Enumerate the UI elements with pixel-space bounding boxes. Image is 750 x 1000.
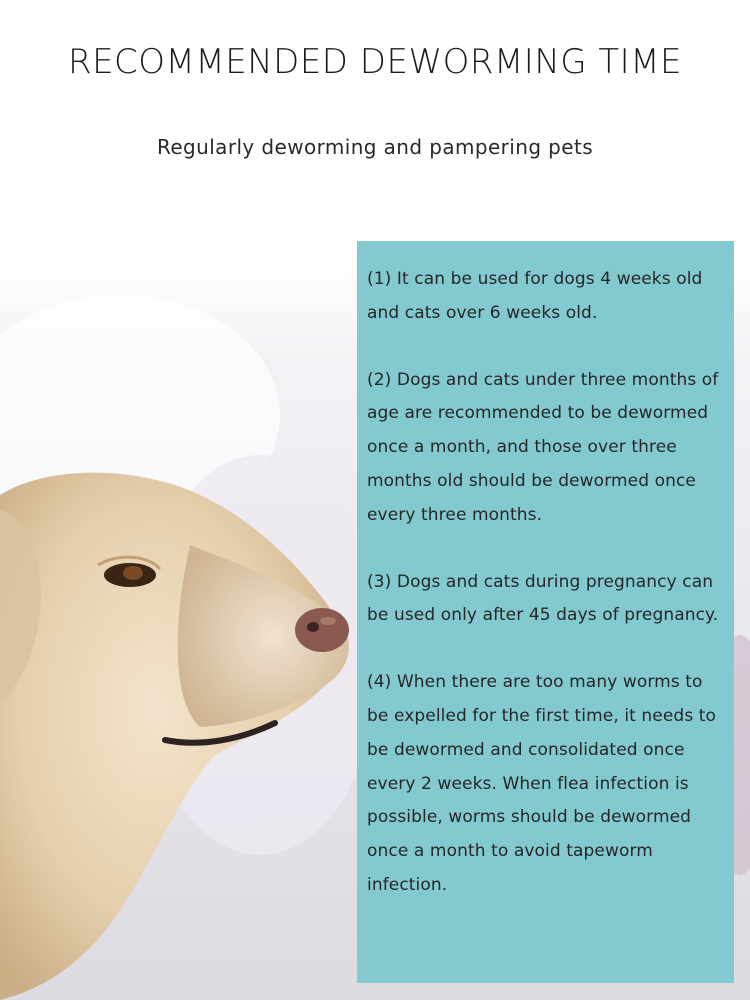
- page-title: RECOMMENDED DEWORMING TIME: [67, 42, 683, 82]
- info-item-2: (2) Dogs and cats under three months of age are recommended to be dewormed once a month, and those over three months old should be dewormed once every three months.: [367, 369, 719, 525]
- page-subtitle: Regularly deworming and pampering pets: [156, 135, 594, 159]
- info-item-1: (1) It can be used for dogs 4 weeks old and cats over 6 weeks old.: [367, 269, 703, 323]
- deworming-info-panel: [357, 241, 734, 983]
- info-item-3: (3) Dogs and cats during pregnancy can be used only after 45 days of pregnancy.: [367, 571, 719, 626]
- info-item-4: (4) When there are too many worms to be expelled for the first time, it needs to be dewormed and consolidated once every 2 weeks. When flea infection is possible, worms should be dewormed once a month to avoid tapeworm infection.: [367, 672, 717, 895]
